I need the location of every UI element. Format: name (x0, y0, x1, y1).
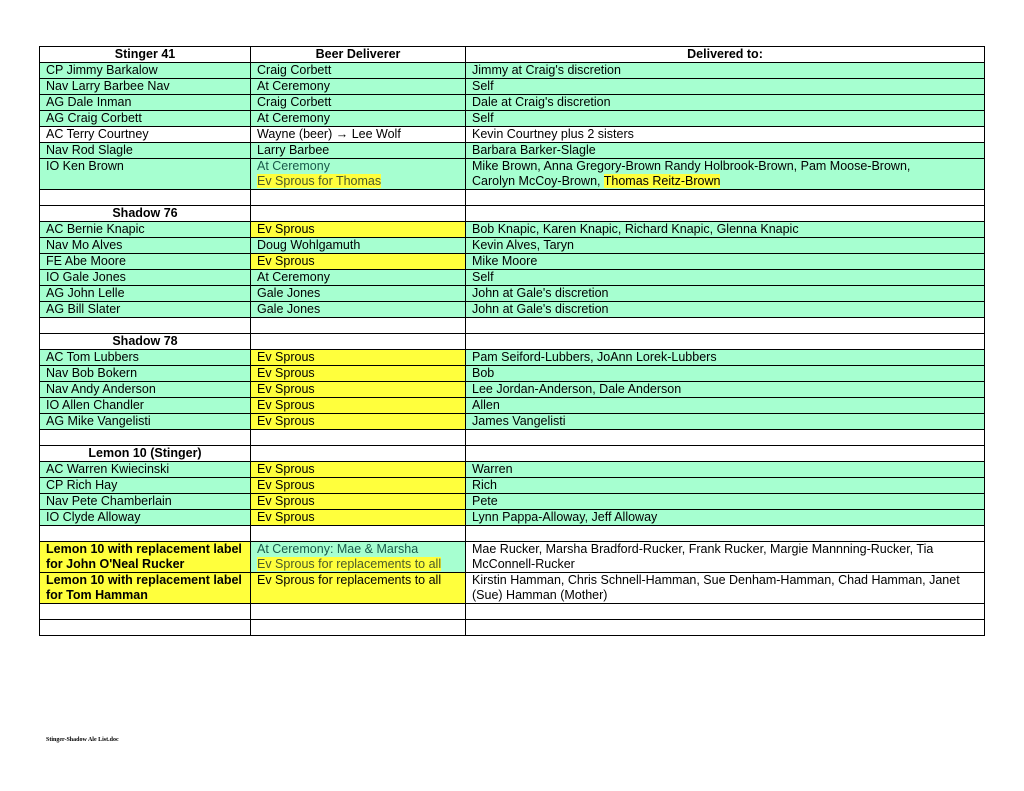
blank-row (40, 620, 985, 636)
deliverer-line-highlight: Ev Sprous for replacements to all (257, 557, 442, 571)
deliverer-cell: Craig Corbett (251, 63, 466, 79)
recipient-highlight: Thomas Reitz-Brown (603, 174, 721, 188)
section-title: Lemon 10 (Stinger) (40, 446, 251, 462)
deliverer-cell: Wayne (beer) → Lee Wolf (251, 127, 466, 143)
deliverer-cell: Ev Sprous (251, 462, 466, 478)
crew-cell: IO Allen Chandler (40, 398, 251, 414)
recipient-line: Carolyn McCoy-Brown, (472, 174, 601, 188)
deliverer-line-highlight: Ev Sprous for Thomas (257, 174, 382, 188)
deliverer-cell: Doug Wohlgamuth (251, 238, 466, 254)
recipient-cell: Allen (466, 398, 985, 414)
recipient-line: Mike Brown, Anna Gregory-Brown Randy Holbrook-Brown, Pam Moose-Brown, (472, 159, 911, 173)
crew-cell: CP Jimmy Barkalow (40, 63, 251, 79)
crew-cell: IO Clyde Alloway (40, 510, 251, 526)
deliverer-cell (251, 159, 466, 190)
table-row (40, 366, 985, 382)
crew-cell: Nav Mo Alves (40, 238, 251, 254)
deliverer-cell: Ev Sprous (251, 398, 466, 414)
deliverer-cell: Gale Jones (251, 286, 466, 302)
deliverer-cell (251, 542, 466, 573)
table-row (40, 143, 985, 159)
deliverer-cell: Larry Barbee (251, 143, 466, 159)
blank-row (40, 526, 985, 542)
recipient-cell: James Vangelisti (466, 414, 985, 430)
recipient-cell: John at Gale's discretion (466, 302, 985, 318)
section-row (40, 446, 985, 462)
table-row (40, 510, 985, 526)
table-row (40, 462, 985, 478)
table-row (40, 127, 985, 143)
blank-row (40, 604, 985, 620)
header-stinger-41: Stinger 41 (40, 47, 251, 63)
recipient-cell: Self (466, 79, 985, 95)
crew-cell: AG Bill Slater (40, 302, 251, 318)
recipient-cell: Bob (466, 366, 985, 382)
crew-cell: AC Warren Kwiecinski (40, 462, 251, 478)
table-row (40, 494, 985, 510)
recipient-cell: Lynn Pappa-Alloway, Jeff Alloway (466, 510, 985, 526)
deliverer-cell: Ev Sprous (251, 254, 466, 270)
recipient-cell: Kirstin Hamman, Chris Schnell-Hamman, Sue Denham-Hamman, Chad Hamman, Janet (Sue) Hamman (Mother) (466, 573, 985, 604)
crew-cell: AC Tom Lubbers (40, 350, 251, 366)
recipient-cell: Lee Jordan-Anderson, Dale Anderson (466, 382, 985, 398)
crew-cell: Lemon 10 with replacement label for Tom Hamman (40, 573, 251, 604)
deliverer-cell: At Ceremony (251, 270, 466, 286)
crew-cell: Lemon 10 with replacement label for John O'Neal Rucker (40, 542, 251, 573)
table-row (40, 573, 985, 604)
crew-cell: AG Craig Corbett (40, 111, 251, 127)
recipient-cell: Pete (466, 494, 985, 510)
blank-row (40, 190, 985, 206)
table-row (40, 302, 985, 318)
table-row (40, 95, 985, 111)
table-row (40, 159, 985, 190)
deliverer-cell: Ev Sprous (251, 366, 466, 382)
table-row (40, 350, 985, 366)
recipient-cell: Kevin Alves, Taryn (466, 238, 985, 254)
recipient-cell: Mike Moore (466, 254, 985, 270)
deliverer-line: At Ceremony (257, 159, 330, 173)
crew-cell: CP Rich Hay (40, 478, 251, 494)
crew-cell: AG John Lelle (40, 286, 251, 302)
recipient-cell: Mae Rucker, Marsha Bradford-Rucker, Frank Rucker, Margie Mannning-Rucker, Tia McConnell-Rucker (466, 542, 985, 573)
deliverer-cell: At Ceremony (251, 79, 466, 95)
crew-cell: IO Gale Jones (40, 270, 251, 286)
deliverer-cell: Ev Sprous (251, 222, 466, 238)
recipient-cell: Self (466, 270, 985, 286)
recipient-cell: Pam Seiford-Lubbers, JoAnn Lorek-Lubbers (466, 350, 985, 366)
crew-cell: AC Bernie Knapic (40, 222, 251, 238)
section-row (40, 334, 985, 350)
recipient-cell: Kevin Courtney plus 2 sisters (466, 127, 985, 143)
deliverer-cell: At Ceremony (251, 111, 466, 127)
recipient-cell: John at Gale's discretion (466, 286, 985, 302)
table-row (40, 63, 985, 79)
table-row (40, 286, 985, 302)
table-row (40, 414, 985, 430)
deliverer-cell: Ev Sprous (251, 350, 466, 366)
ale-list-table (39, 46, 985, 636)
section-row (40, 206, 985, 222)
recipient-cell: Self (466, 111, 985, 127)
deliverer-line: At Ceremony: Mae & Marsha (257, 542, 419, 556)
crew-cell: AG Mike Vangelisti (40, 414, 251, 430)
recipient-cell: Jimmy at Craig's discretion (466, 63, 985, 79)
crew-cell: Nav Bob Bokern (40, 366, 251, 382)
blank-row (40, 318, 985, 334)
crew-cell: Nav Larry Barbee Nav (40, 79, 251, 95)
table-row (40, 398, 985, 414)
section-title: Shadow 76 (40, 206, 251, 222)
document-filename: Stinger-Shadow Ale List.doc (46, 737, 119, 743)
section-title: Shadow 78 (40, 334, 251, 350)
deliverer-cell: Ev Sprous (251, 494, 466, 510)
blank-row (40, 430, 985, 446)
header-delivered-to: Delivered to: (466, 47, 985, 63)
table-row (40, 238, 985, 254)
table-row (40, 222, 985, 238)
deliverer-cell: Ev Sprous (251, 382, 466, 398)
deliverer-cell: Gale Jones (251, 302, 466, 318)
header-row (40, 47, 985, 63)
recipient-cell: Bob Knapic, Karen Knapic, Richard Knapic, Glenna Knapic (466, 222, 985, 238)
crew-cell: FE Abe Moore (40, 254, 251, 270)
deliverer-cell: Craig Corbett (251, 95, 466, 111)
table-row (40, 111, 985, 127)
table-row (40, 79, 985, 95)
table-row (40, 542, 985, 573)
crew-cell: AG Dale Inman (40, 95, 251, 111)
recipient-cell: Rich (466, 478, 985, 494)
table-row (40, 382, 985, 398)
crew-cell: Nav Rod Slagle (40, 143, 251, 159)
deliverer-cell: Ev Sprous (251, 414, 466, 430)
recipient-cell (466, 159, 985, 190)
table-row (40, 254, 985, 270)
table-row (40, 478, 985, 494)
header-beer-deliverer: Beer Deliverer (251, 47, 466, 63)
crew-cell: Nav Andy Anderson (40, 382, 251, 398)
recipient-cell: Dale at Craig's discretion (466, 95, 985, 111)
crew-cell: Nav Pete Chamberlain (40, 494, 251, 510)
crew-cell: AC Terry Courtney (40, 127, 251, 143)
recipient-cell: Warren (466, 462, 985, 478)
crew-cell: IO Ken Brown (40, 159, 251, 190)
deliverer-cell: Ev Sprous (251, 478, 466, 494)
table-row (40, 270, 985, 286)
deliverer-cell: Ev Sprous for replacements to all (251, 573, 466, 604)
recipient-cell: Barbara Barker-Slagle (466, 143, 985, 159)
deliverer-cell: Ev Sprous (251, 510, 466, 526)
